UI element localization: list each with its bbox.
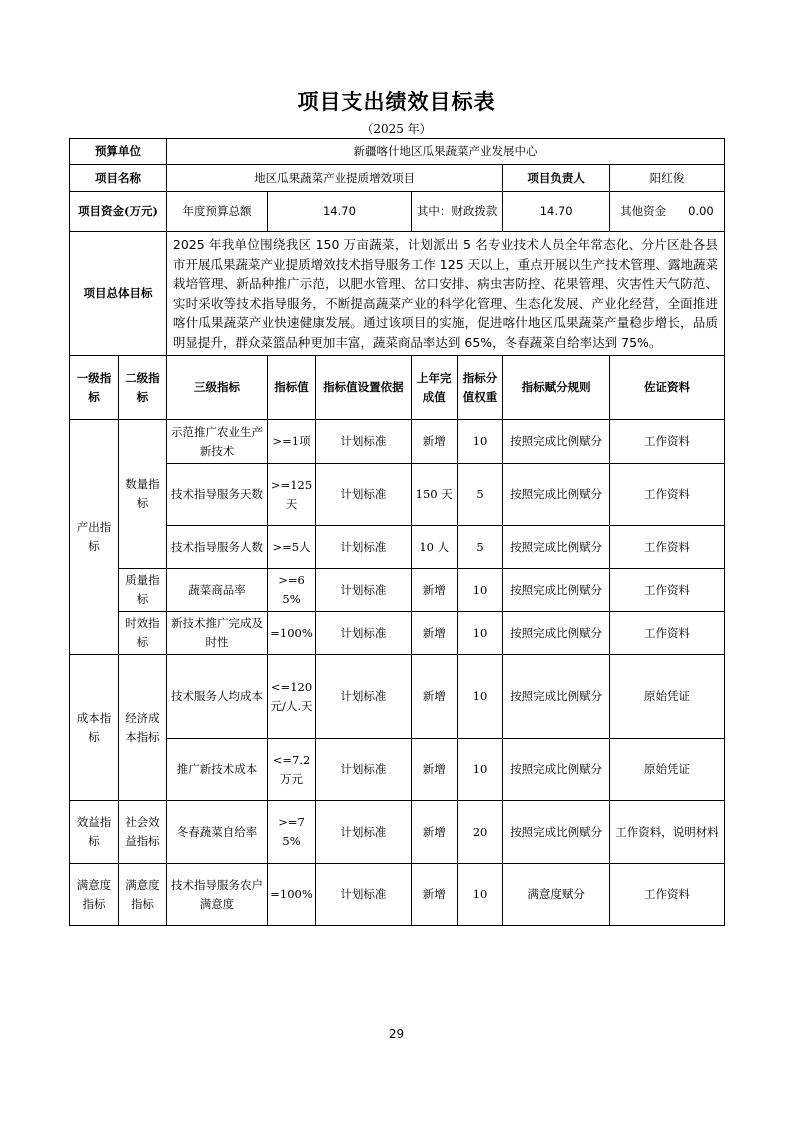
group-cost: 成本指标 [70, 655, 119, 801]
page-number: 29 [388, 1027, 405, 1041]
row-weight: 10 [457, 569, 503, 612]
row-last: 新增 [411, 801, 457, 864]
row-l3: 技术服务人均成本 [166, 655, 267, 739]
col-level3: 三级指标 [166, 356, 267, 420]
col-level1: 一级指标 [70, 356, 119, 420]
row-rule: 按照完成比例赋分 [503, 655, 610, 739]
row-value: >=125天 [268, 464, 316, 526]
row-value: =100% [268, 612, 316, 655]
row-last: 新增 [411, 569, 457, 612]
table-row [70, 655, 725, 739]
col-value: 指标值 [268, 356, 316, 420]
row-evidence: 工作资料 [609, 464, 724, 526]
row-basis: 计划标准 [316, 864, 412, 926]
row-evidence: 工作资料 [609, 420, 724, 464]
project-name-value: 地区瓜果蔬菜产业提质增效项目 [166, 165, 503, 192]
row-weight: 10 [457, 420, 503, 464]
row-basis: 计划标准 [316, 801, 412, 864]
row-basis: 计划标准 [316, 569, 412, 612]
col-last-year: 上年完成值 [411, 356, 457, 420]
row-l3: 技术指导服务天数 [166, 464, 267, 526]
row-basis: 计划标准 [316, 655, 412, 739]
row-l3: 冬春蔬菜自给率 [166, 801, 267, 864]
row-l3: 推广新技术成本 [166, 739, 267, 801]
group-satisfaction-2: 满意度指标 [118, 864, 166, 926]
row-basis: 计划标准 [316, 739, 412, 801]
goal-label: 项目总体目标 [70, 232, 167, 356]
row-rule: 按照完成比例赋分 [503, 612, 610, 655]
row-evidence: 工作资料 [609, 526, 724, 569]
row-rule: 按照完成比例赋分 [503, 801, 610, 864]
row-last: 新增 [411, 864, 457, 926]
row-l3: 技术指导服务人数 [166, 526, 267, 569]
other-funds-label: 其他资金 [620, 204, 667, 218]
group-quality: 质量指标 [118, 569, 166, 612]
column-header-row [70, 356, 725, 420]
row-basis: 计划标准 [316, 612, 412, 655]
project-name-label: 项目名称 [70, 165, 167, 192]
goal-text: 2025 年我单位围绕我区 150 万亩蔬菜，计划派出 5 名专业技术人员全年常态化、分片区赴各县市开展瓜果蔬菜产业提质增效技术指导服务工作 125 天以上，重点开展以生产技术管理、露地蔬菜栽培管理、新品种推广示范，以肥水管理、岔口安排、病虫害防控、花果管理、灾害性天气防范、实时采收等技术指导服务，不断提高蔬菜产业的科学化管理、生态化发展、产业化经营，全面推进喀什瓜果蔬菜产业快速健康发展。通过该项目的实施，促进喀什地区瓜果蔬菜产量稳步增长，品质明显提升，群众菜篮品种更加丰富，蔬菜商品率达到 65%，冬春蔬菜自给率达到 75%。 [166, 232, 724, 356]
performance-table [69, 138, 725, 926]
row-evidence: 工作资料 [609, 569, 724, 612]
row-evidence: 工作资料 [609, 864, 724, 926]
table-row [70, 526, 725, 569]
row-weight: 10 [457, 864, 503, 926]
table-row [70, 612, 725, 655]
row-value: <=120元/人.天 [268, 655, 316, 739]
row-l3: 技术指导服务农户满意度 [166, 864, 267, 926]
row-basis: 计划标准 [316, 464, 412, 526]
table-row [70, 569, 725, 612]
row-weight: 5 [457, 526, 503, 569]
row-rule: 按照完成比例赋分 [503, 420, 610, 464]
group-quantity: 数量指标 [118, 420, 166, 569]
row-last: 新增 [411, 739, 457, 801]
goal-row [70, 232, 725, 356]
other-funds-value [609, 192, 724, 232]
table-row [70, 801, 725, 864]
row-evidence: 工作资料 [609, 612, 724, 655]
row-rule: 满意度赋分 [503, 864, 610, 926]
annual-total-label: 年度预算总额 [166, 192, 267, 232]
row-value: >=75% [268, 801, 316, 864]
row-weight: 20 [457, 801, 503, 864]
col-evidence: 佐证资料 [609, 356, 724, 420]
row-l3: 示范推广农业生产新技术 [166, 420, 267, 464]
year-label: （2025 年） [361, 122, 432, 136]
group-satisfaction: 满意度指标 [70, 864, 119, 926]
table-row [70, 739, 725, 801]
group-timeliness: 时效指标 [118, 612, 166, 655]
other-funds-amount: 0.00 [688, 204, 714, 218]
budget-unit-row [70, 139, 725, 165]
page-title: 项目支出绩效目标表 [297, 89, 496, 114]
row-rule: 按照完成比例赋分 [503, 569, 610, 612]
row-last: 新增 [411, 612, 457, 655]
row-value: >=1项 [268, 420, 316, 464]
funds-label: 项目资金(万元) [70, 192, 167, 232]
project-name-row [70, 165, 725, 192]
row-last: 新增 [411, 655, 457, 739]
project-lead-value: 阳红俊 [609, 165, 724, 192]
row-basis: 计划标准 [316, 420, 412, 464]
project-lead-label: 项目负责人 [503, 165, 610, 192]
row-value: <=7.2万元 [268, 739, 316, 801]
table-row [70, 420, 725, 464]
group-social-benefit: 社会效益指标 [118, 801, 166, 864]
row-weight: 10 [457, 612, 503, 655]
row-evidence: 原始凭证 [609, 655, 724, 739]
row-weight: 5 [457, 464, 503, 526]
row-weight: 10 [457, 739, 503, 801]
row-value: >=65% [268, 569, 316, 612]
row-last: 10 人 [411, 526, 457, 569]
row-l3: 蔬菜商品率 [166, 569, 267, 612]
group-output: 产出指标 [70, 420, 119, 655]
row-last: 150 天 [411, 464, 457, 526]
row-rule: 按照完成比例赋分 [503, 464, 610, 526]
funds-row [70, 192, 725, 232]
budget-unit-value: 新疆喀什地区瓜果蔬菜产业发展中心 [166, 139, 724, 165]
row-value: >=5人 [268, 526, 316, 569]
budget-unit-label: 预算单位 [70, 139, 167, 165]
row-value: =100% [268, 864, 316, 926]
table-row [70, 464, 725, 526]
col-rule: 指标赋分规则 [503, 356, 610, 420]
row-weight: 10 [457, 655, 503, 739]
row-rule: 按照完成比例赋分 [503, 526, 610, 569]
col-basis: 指标值设置依据 [316, 356, 412, 420]
fiscal-value: 14.70 [503, 192, 610, 232]
col-weight: 指标分值权重 [457, 356, 503, 420]
row-rule: 按照完成比例赋分 [503, 739, 610, 801]
table-row [70, 864, 725, 926]
group-econ-cost: 经济成本指标 [118, 655, 166, 801]
col-level2: 二级指标 [118, 356, 166, 420]
row-last: 新增 [411, 420, 457, 464]
fiscal-label: 其中：财政拨款 [411, 192, 503, 232]
annual-total-value: 14.70 [268, 192, 412, 232]
row-basis: 计划标准 [316, 526, 412, 569]
row-l3: 新技术推广完成及时性 [166, 612, 267, 655]
group-benefit: 效益指标 [70, 801, 119, 864]
row-evidence: 原始凭证 [609, 739, 724, 801]
row-evidence: 工作资料，说明材料 [609, 801, 724, 864]
